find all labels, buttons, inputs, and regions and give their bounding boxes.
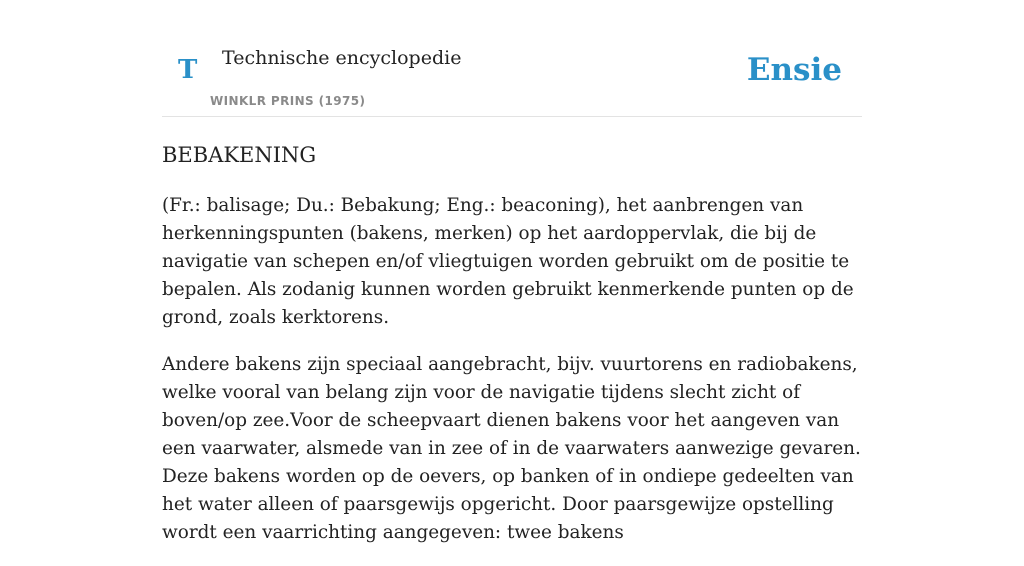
book-title-link[interactable]: Technische encyclopedie xyxy=(222,47,462,69)
ensie-logo-link[interactable]: Ensie xyxy=(746,52,842,88)
entry-paragraph: Andere bakens zijn speciaal aangebracht, bijv. vuurtorens en radiobakens, welke vooral van belang zijn voor de navigatie tijdens slecht zicht of boven/op zee.Voor de scheepvaart dienen bakens voor het aangeven van een vaarwater, alsmede van in zee of in de vaarwaters aanwezige gevaren. Deze bakens worden op de oevers, op banken of in ondiepe gedeelten van het water alleen of paarsgewijs opgericht. Door paarsgewijze opstelling wordt een vaarrichting aangegeven: twee bakens xyxy=(162,354,861,543)
entry-paragraph: (Fr.: balisage; Du.: Bebakung; Eng.: beaconing), het aanbrengen van herkenningspunten (bakens, merken) op het aardoppervlak, die bij de navigatie van schepen en/of vliegtuigen worden gebruikt om de positie te bepalen. Als zodanig kunnen worden gebruikt kenmerkende punten op de grond, zoals kerktorens. xyxy=(162,195,854,328)
book-header xyxy=(162,0,862,117)
book-logo-icon[interactable]: T xyxy=(178,55,198,85)
entry-title: BEBAKENING xyxy=(162,143,317,167)
book-source: WINKLR PRINS (1975) xyxy=(210,94,366,108)
entry-body xyxy=(162,192,862,566)
